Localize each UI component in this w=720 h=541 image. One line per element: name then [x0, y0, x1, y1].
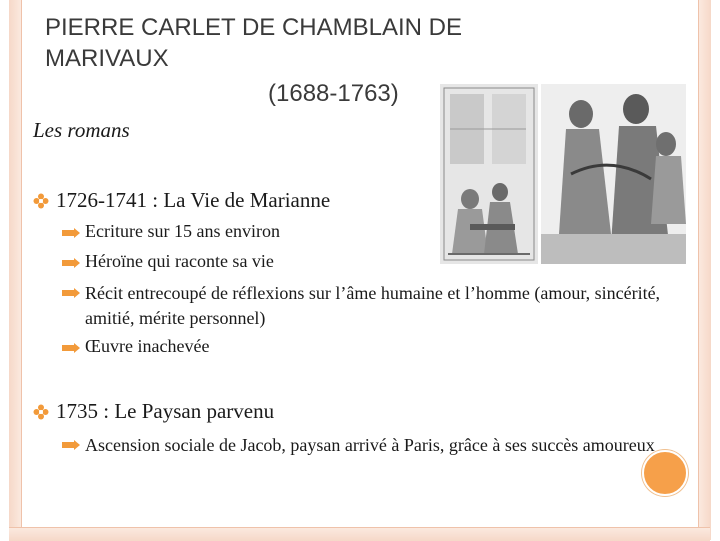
arrow-bullet-icon: [62, 258, 80, 268]
section-heading: Les romans: [33, 118, 130, 142]
work-1-point-3: Récit entrecoupé de réflexions sur l’âme humaine et l’homme (amour, sincérité, amitié, mérite personnel): [85, 283, 661, 328]
work-2-point-1: Ascension sociale de Jacob, paysan arrivé à Paris, grâce à ses succès amoureux: [85, 435, 655, 455]
flower-bullet-icon: [33, 404, 49, 420]
engraving-right: [541, 84, 686, 264]
arrow-bullet-icon: [62, 343, 80, 353]
frame-right: [698, 0, 711, 540]
frame-left: [9, 0, 22, 540]
work-2-heading: 1735 : Le Paysan parvenu: [56, 399, 275, 423]
arrow-bullet-icon: [62, 288, 80, 298]
work-1-point-4: Œuvre inachevée: [85, 336, 210, 356]
frame-bottom: [9, 527, 710, 541]
title-line-2: MARIVAUX: [45, 45, 169, 72]
work-1-heading: 1726-1741 : La Vie de Marianne: [56, 188, 331, 212]
flower-bullet-icon: [33, 193, 49, 209]
work-1-point-2: Héroïne qui raconte sa vie: [85, 251, 274, 271]
title-line-1: PIERRE CARLET DE CHAMBLAIN DE: [45, 14, 462, 41]
work-1-point-1: Ecriture sur 15 ans environ: [85, 221, 280, 241]
title-dates: (1688-1763): [268, 80, 399, 107]
arrow-bullet-icon: [62, 440, 80, 450]
arrow-bullet-icon: [62, 228, 80, 238]
engraving-left: [440, 84, 538, 264]
